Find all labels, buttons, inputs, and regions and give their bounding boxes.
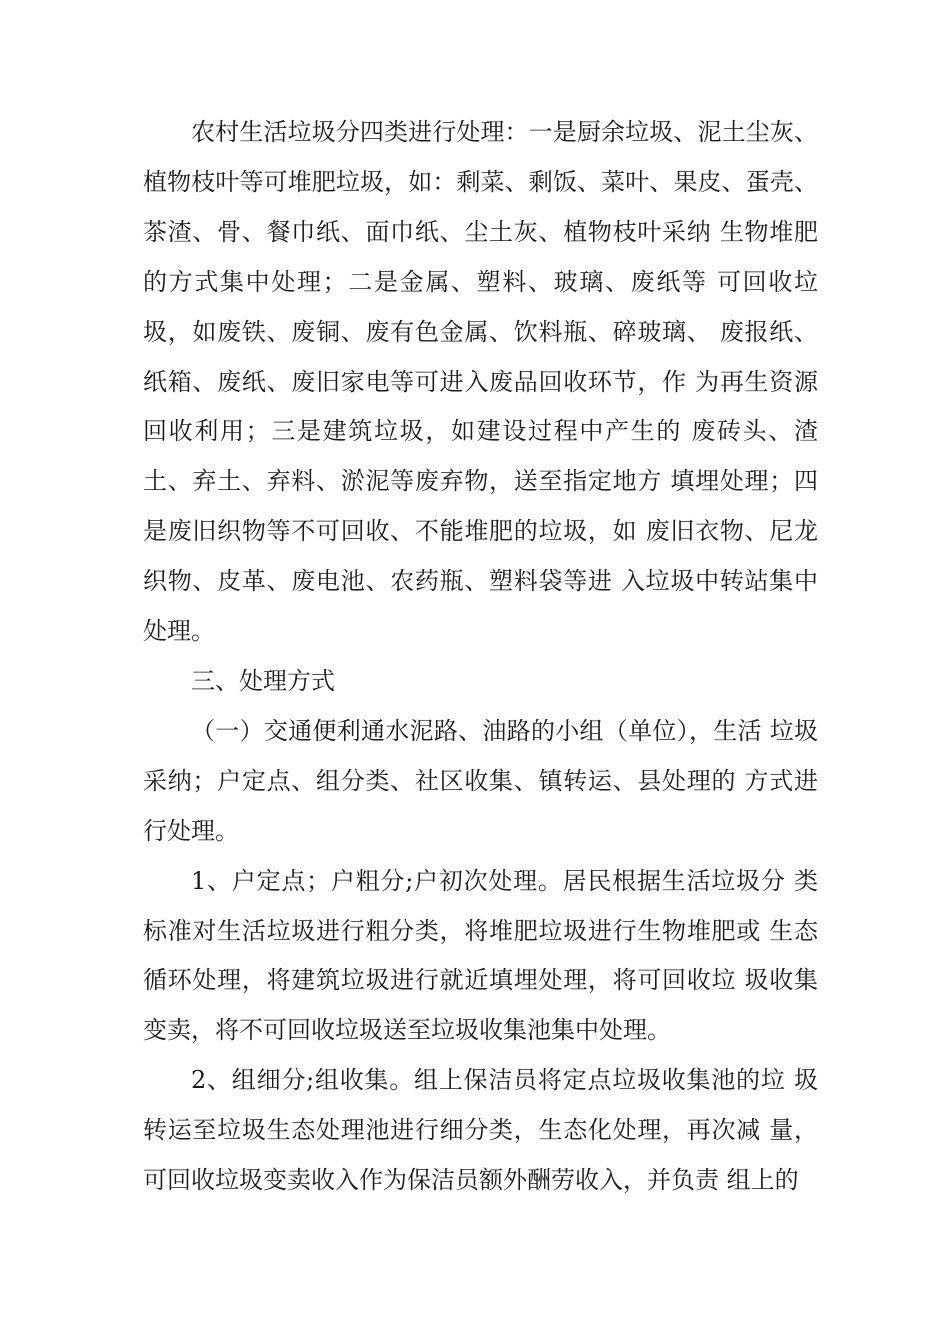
section-heading-treatment-method: 三、处理方式 xyxy=(191,666,335,695)
paragraph-group-step: 2、组细分;组收集。组上保洁员将定点垃圾收集池的垃 圾转运至垃圾生态处理池进行细分类，生态化处理，再次减 量，可回收垃圾变卖收入作为保洁员额外酬劳收入，并负责 组上的 xyxy=(143,1066,818,1195)
paragraph-household-step: 1、户定点；户粗分;户初次处理。居民根据生活垃圾分 类标准对生活垃圾进行粗分类，将堆肥垃圾进行生物堆肥或 生态循环处理，将建筑垃圾进行就近填埋处理，将可回收垃 圾收集变卖，将不可回收垃圾送至垃圾收集池集中处理。 xyxy=(143,866,818,1045)
paragraph-subsection-one: （一）交通便利通水泥路、油路的小组（单位），生活 垃圾采纳；户定点、组分类、社区收集、镇转运、县处理的 方式进行处理。 xyxy=(143,716,818,845)
paragraph-waste-categories: 农村生活垃圾分四类进行处理：一是厨余垃圾、泥土尘灰、植物枝叶等可堆肥垃圾，如：剩菜、剩饭、菜叶、果皮、蛋壳、茶渣、骨、餐巾纸、面巾纸、尘土灰、植物枝叶采纳 生物堆肥的方式集中处理；二是金属、塑料、玻璃、废纸等 可回收垃圾，如废铁、废铜、废有色金属、饮料瓶、碎玻璃、 废报纸、纸箱、废纸、废旧家电等可进入废品回收环节，作 为再生资源回收利用；三是建筑垃圾，如建设过程中产生的 废砖头、渣土、弃土、弃料、淤泥等废弃物，送至指定地方 填埋处理；四是废旧织物等不可回收、不能堆肥的垃圾，如 废旧衣物、尼龙织物、皮革、废电池、农药瓶、塑料袋等进 入垃圾中转站集中处理。 xyxy=(143,118,818,646)
document-body xyxy=(143,108,818,1206)
